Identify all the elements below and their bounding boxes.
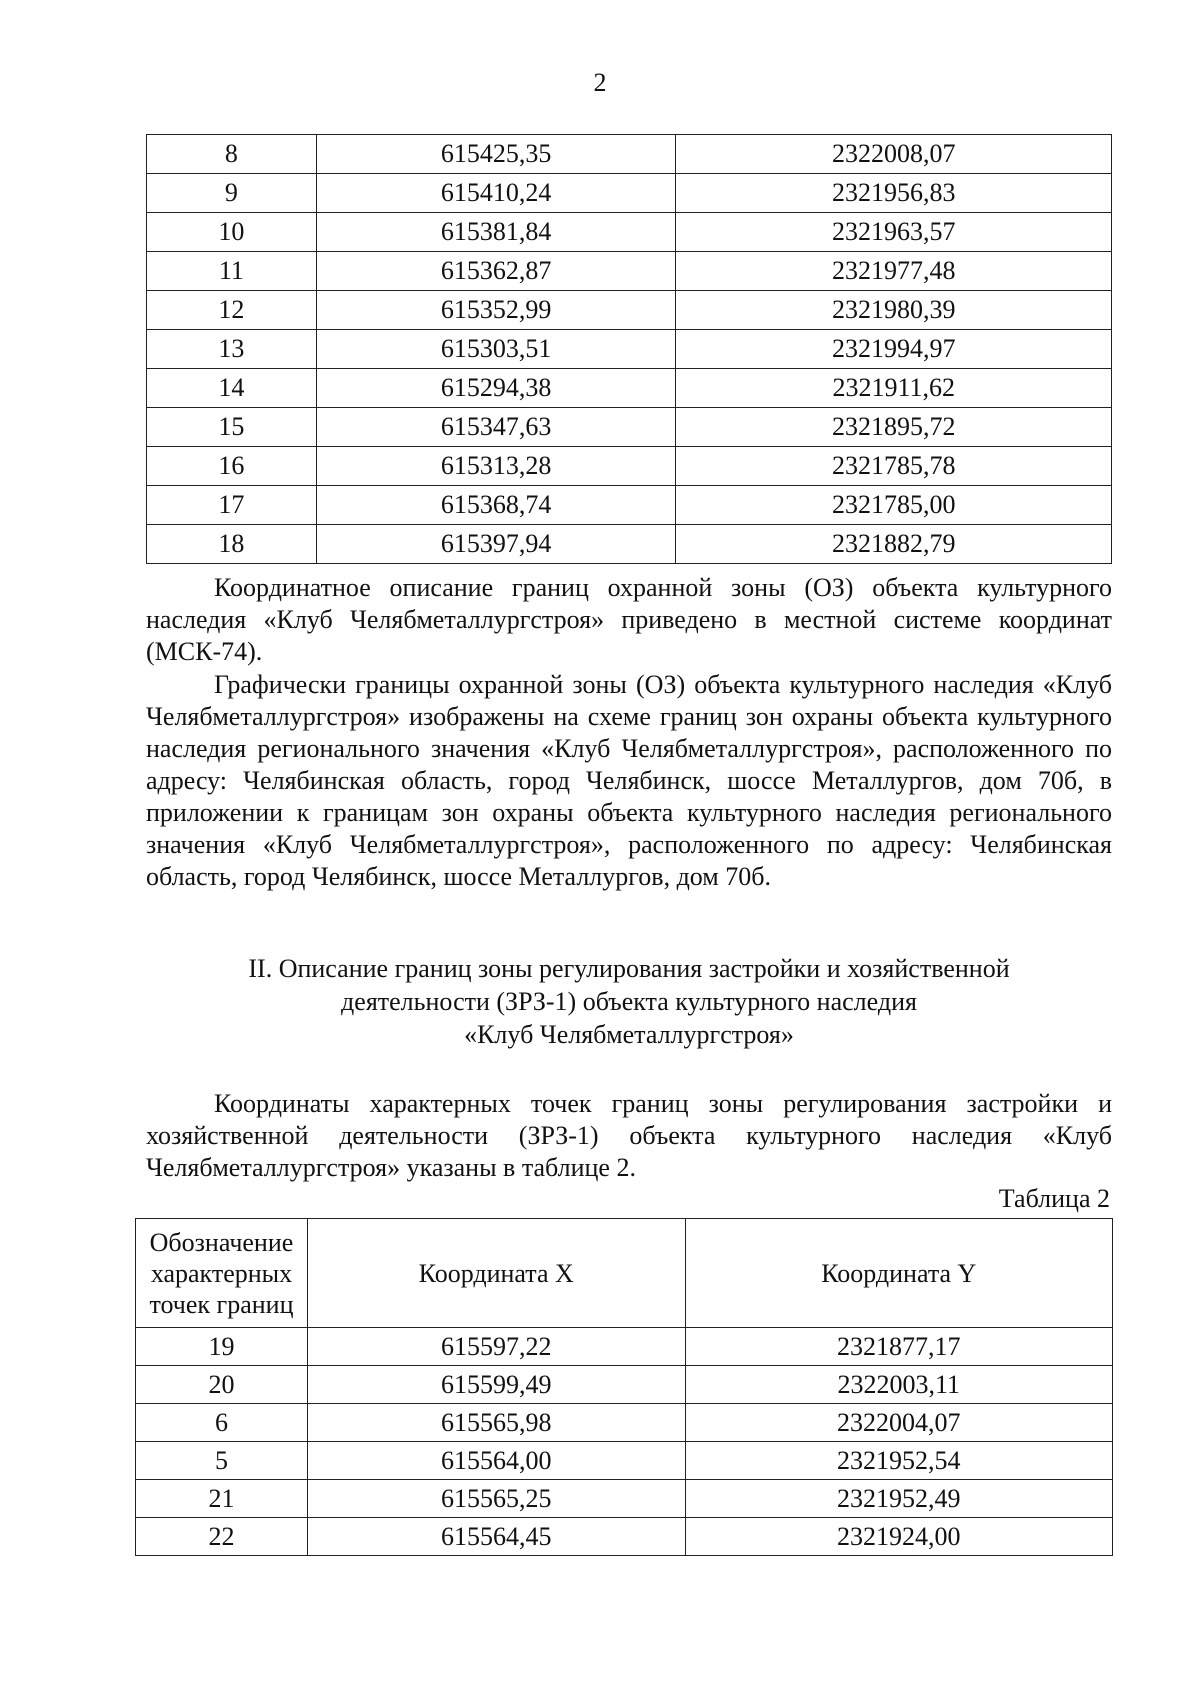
table-row — [147, 447, 1112, 486]
point-id-cell: 16 — [147, 447, 317, 486]
table-row — [147, 213, 1112, 252]
x-cell: 615347,63 — [316, 408, 676, 447]
column-header-x: Координата X — [307, 1219, 685, 1328]
point-id-cell: 18 — [147, 525, 317, 564]
table1-body — [147, 135, 1112, 564]
x-cell: 615565,25 — [307, 1480, 685, 1518]
x-cell: 615565,98 — [307, 1404, 685, 1442]
x-cell: 615597,22 — [307, 1328, 685, 1366]
table2-body — [136, 1328, 1113, 1556]
x-cell: 615410,24 — [316, 174, 676, 213]
x-cell: 615564,45 — [307, 1518, 685, 1556]
point-id-cell: 14 — [147, 369, 317, 408]
y-cell: 2321952,54 — [685, 1442, 1113, 1480]
y-cell: 2322008,07 — [676, 135, 1112, 174]
x-cell: 615397,94 — [316, 525, 676, 564]
point-id-cell: 11 — [147, 252, 317, 291]
table-row — [147, 291, 1112, 330]
table-row — [147, 252, 1112, 291]
table-header-row — [136, 1219, 1113, 1328]
point-id-cell: 10 — [147, 213, 317, 252]
table-row — [147, 486, 1112, 525]
y-cell: 2321877,17 — [685, 1328, 1113, 1366]
table-caption: Таблица 2 — [998, 1184, 1110, 1213]
column-header-point: Обозначение характерных точек границ — [136, 1219, 308, 1328]
x-cell: 615599,49 — [307, 1366, 685, 1404]
section-heading — [146, 952, 1112, 1051]
point-id-cell: 13 — [147, 330, 317, 369]
table-row — [136, 1480, 1113, 1518]
y-cell: 2322004,07 — [685, 1404, 1113, 1442]
section-heading-line: деятельности (ЗРЗ-1) объекта культурного наследия — [341, 987, 917, 1016]
table-row — [136, 1404, 1113, 1442]
table-row — [147, 330, 1112, 369]
point-id-cell: 6 — [136, 1404, 308, 1442]
coordinates-table-2 — [135, 1218, 1113, 1556]
point-id-cell: 20 — [136, 1366, 308, 1404]
section-heading-line: «Клуб Челябметаллургстроя» — [464, 1020, 794, 1049]
x-cell: 615313,28 — [316, 447, 676, 486]
y-cell: 2321980,39 — [676, 291, 1112, 330]
table-row — [136, 1442, 1113, 1480]
x-cell: 615294,38 — [316, 369, 676, 408]
point-id-cell: 19 — [136, 1328, 308, 1366]
point-id-cell: 8 — [147, 135, 317, 174]
y-cell: 2322003,11 — [685, 1366, 1113, 1404]
y-cell: 2321963,57 — [676, 213, 1112, 252]
y-cell: 2321882,79 — [676, 525, 1112, 564]
x-cell: 615368,74 — [316, 486, 676, 525]
y-cell: 2321994,97 — [676, 330, 1112, 369]
paragraph-table2-intro: Координаты характерных точек границ зоны регулирования застройки и хозяйственной деятельности (ЗРЗ-1) объекта культурного наследия «Клуб Челябметаллургстроя» указаны в таблице 2. — [146, 1089, 1112, 1182]
column-header-y: Координата Y — [685, 1219, 1113, 1328]
point-id-cell: 15 — [147, 408, 317, 447]
x-cell: 615564,00 — [307, 1442, 685, 1480]
table-row — [147, 408, 1112, 447]
table-row — [147, 525, 1112, 564]
point-id-cell: 9 — [147, 174, 317, 213]
x-cell: 615303,51 — [316, 330, 676, 369]
point-id-cell: 12 — [147, 291, 317, 330]
point-id-cell: 21 — [136, 1480, 308, 1518]
y-cell: 2321895,72 — [676, 408, 1112, 447]
x-cell: 615425,35 — [316, 135, 676, 174]
y-cell: 2321977,48 — [676, 252, 1112, 291]
page-number: 2 — [593, 68, 607, 97]
table-row — [136, 1366, 1113, 1404]
table-row — [147, 174, 1112, 213]
paragraph-coordinate-description: Координатное описание границ охранной зоны (ОЗ) объекта культурного наследия «Клуб Челябметаллургстроя» приведено в местной системе координат (МСК-74). — [146, 573, 1112, 666]
paragraph-graphic-boundaries: Графически границы охранной зоны (ОЗ) объекта культурного наследия «Клуб Челябметаллургстроя» изображены на схеме границ зон охраны объекта культурного наследия регионального значения «Клуб Челябметаллургстроя», расположенного по адресу: Челябинская область, город Челябинск, шоссе Металлургов, дом 70б, в приложении к границам зон охраны объекта культурного наследия регионального значения «Клуб Челябметаллургстроя», расположенного по адресу: Челябинская область, город Челябинск, шоссе Металлургов, дом 70б. — [146, 670, 1112, 891]
x-cell: 615352,99 — [316, 291, 676, 330]
y-cell: 2321785,78 — [676, 447, 1112, 486]
point-id-cell: 5 — [136, 1442, 308, 1480]
table-row — [136, 1328, 1113, 1366]
y-cell: 2321785,00 — [676, 486, 1112, 525]
y-cell: 2321911,62 — [676, 369, 1112, 408]
table2-header — [136, 1219, 1113, 1328]
table-row — [136, 1518, 1113, 1556]
x-cell: 615362,87 — [316, 252, 676, 291]
y-cell: 2321952,49 — [685, 1480, 1113, 1518]
section-heading-line: II. Описание границ зоны регулирования застройки и хозяйственной — [248, 954, 1010, 983]
y-cell: 2321924,00 — [685, 1518, 1113, 1556]
table-row — [147, 135, 1112, 174]
y-cell: 2321956,83 — [676, 174, 1112, 213]
table-row — [147, 369, 1112, 408]
point-id-cell: 22 — [136, 1518, 308, 1556]
point-id-cell: 17 — [147, 486, 317, 525]
coordinates-table-1 — [146, 134, 1112, 564]
x-cell: 615381,84 — [316, 213, 676, 252]
